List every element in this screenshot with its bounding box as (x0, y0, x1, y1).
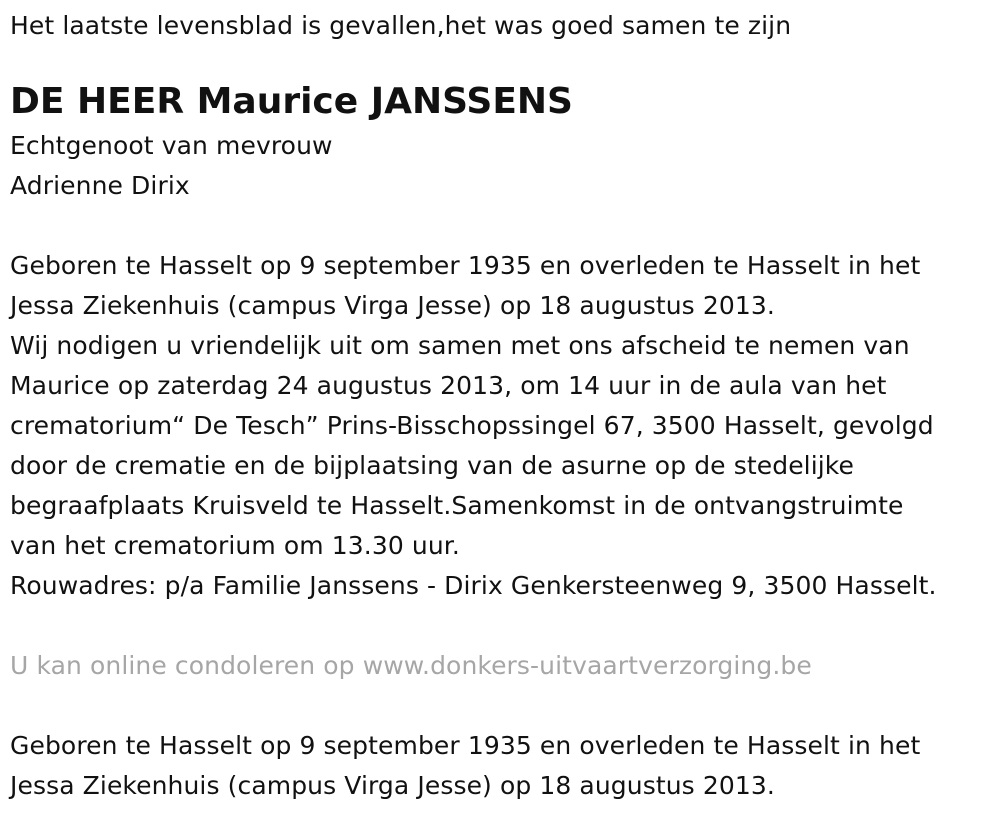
body-line: Maurice op zaterdag 24 augustus 2013, om 14 uur in de aula van het (10, 371, 887, 400)
notice-body (10, 246, 990, 606)
body-line: Geboren te Hasselt op 9 september 1935 en overleden te Hasselt in het (10, 251, 921, 280)
condolence-text: U kan online condoleren op www.donkers-uitvaartverzorging.be (10, 651, 812, 680)
spouse-line-2: Adrienne Dirix (10, 171, 190, 200)
mourning-address: Rouwadres: p/a Familie Janssens - Dirix Genkersteenweg 9, 3500 Hasselt. (10, 571, 937, 600)
spacer (10, 206, 990, 246)
footer-repeat (10, 726, 990, 806)
spouse-line-1: Echtgenoot van mevrouw (10, 131, 333, 160)
footer-line: Jessa Ziekenhuis (campus Virga Jesse) op 18 augustus 2013. (10, 771, 775, 800)
body-line: door de crematie en de bijplaatsing van de asurne op de stedelijke (10, 451, 854, 480)
spacer (10, 686, 990, 726)
body-line: Wij nodigen u vriendelijk uit om samen met ons afscheid te nemen van (10, 331, 910, 360)
spacer (10, 606, 990, 646)
footer-line: Geboren te Hasselt op 9 september 1935 en overleden te Hasselt in het (10, 731, 921, 760)
body-line: Jessa Ziekenhuis (campus Virga Jesse) op 18 augustus 2013. (10, 291, 775, 320)
body-line: begraafplaats Kruisveld te Hasselt.Samenkomst in de ontvangstruimte (10, 491, 904, 520)
obituary-notice (10, 6, 990, 806)
body-line: crematorium“ De Tesch” Prins-Bisschopssingel 67, 3500 Hasselt, gevolgd (10, 411, 934, 440)
heading-quote: Het laatste levensblad is gevallen,het was goed samen te zijn (10, 11, 792, 40)
body-line: van het crematorium om 13.30 uur. (10, 531, 460, 560)
deceased-name: DE HEER Maurice JANSSENS (10, 81, 573, 122)
